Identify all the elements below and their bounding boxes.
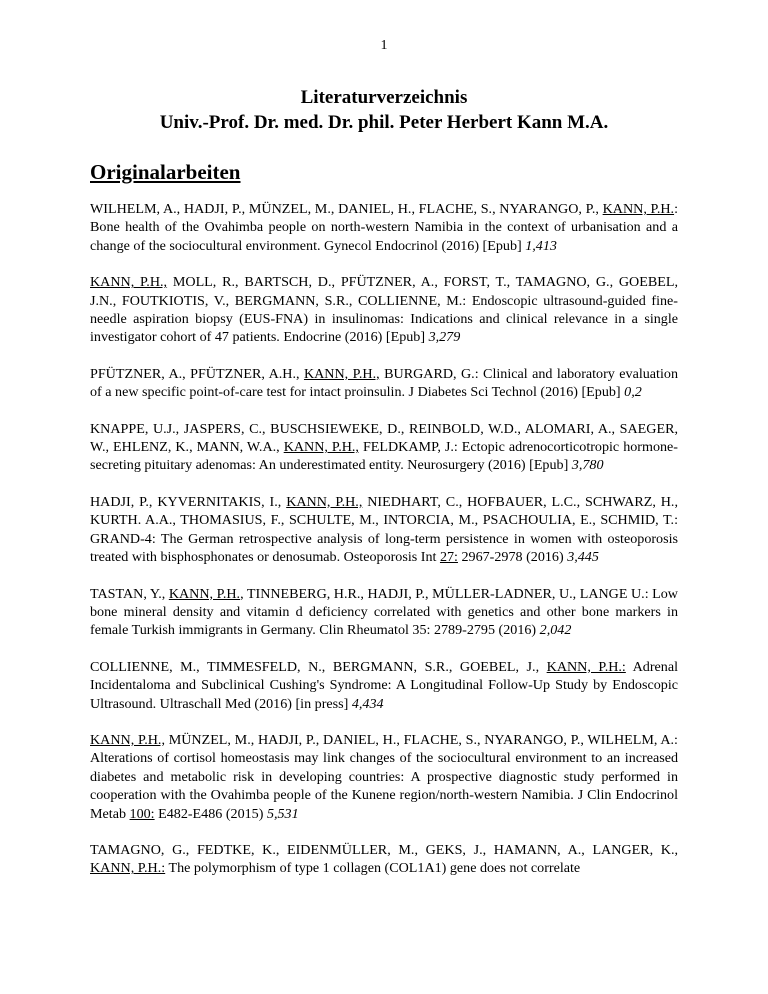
reference-entry: PFÜTZNER, A., PFÜTZNER, A.H., KANN, P.H., BURGARD, G.: Clinical and laboratory evaluation of a new specific point-of-care test for intact proinsulin. J Diabetes Sci Technol (2016) [Epub] 0,2 xyxy=(90,365,678,401)
volume-number: 27: xyxy=(439,549,458,566)
author-highlight: KANN, P.H., xyxy=(90,274,168,291)
reference-entry: HADJI, P., KYVERNITAKIS, I., KANN, P.H., NIEDHART, C., HOFBAUER, L.C., SCHWARZ, H., KURTH. A.A., THOMASIUS, F., SCHULTE, M., INTORCIA, M., PSACHOULIA, E., SCHMID, T.: GRAND-4: The German retrospective analysis of long-term persistence in women with osteoporosis treated with bisphosphonates or denosumab. Osteoporosis Int 27: 2967-2978 (2016) 3,445 xyxy=(90,493,678,566)
reference-entry: KANN, P.H., MOLL, R., BARTSCH, D., PFÜTZNER, A., FORST, T., TAMAGNO, G., GOEBEL, J.N., FOUTKIOTIS, V., BERGMANN, S.R., COLLIENNE, M.: Endoscopic ultrasound-guided fine-needle aspiration biopsy (EUS-FNA) in insulinomas: Indications and clinical relevance in a single investigator cohort of 47 patients. Endocrine (2016) [Epub] 3,279 xyxy=(90,274,678,346)
reference-entry: TAMAGNO, G., FEDTKE, K., EIDENMÜLLER, M., GEKS, J., HAMANN, A., LANGER, K., KANN, P.H.: The polymorphism of type 1 collagen (COL1A1) gene does not correlate xyxy=(90,841,678,877)
section-heading: Originalarbeiten xyxy=(90,160,241,184)
author-highlight: KANN, P.H., xyxy=(168,585,244,602)
author-highlight: KANN, P.H., xyxy=(303,365,380,382)
reference-list xyxy=(90,200,678,896)
author-highlight: KANN, P.H.: xyxy=(546,658,626,675)
title-line-1: Literaturverzeichnis xyxy=(300,87,468,108)
reference-entry: COLLIENNE, M., TIMMESFELD, N., BERGMANN, S.R., GOEBEL, J., KANN, P.H.: Adrenal Incidentaloma and Subclinical Cushing's Syndrome: A Longitudinal Follow-Up Study by Endoscopic Ultrasound. Ultraschall Med (2016) [in press] 4,434 xyxy=(90,658,678,712)
reference-entry: KANN, P.H., MÜNZEL, M., HADJI, P., DANIEL, H., FLACHE, S., NYARANGO, P., WILHELM, A.: Alterations of cortisol homeostasis may link changes of the sociocultural environment to an increased diabetes and metabolic risk in developing countries: A prospective diagnostic study performed in cooperation with the Ovahimba people of the Kunene region/north-western Namibia. J Clin Endocrinol Metab 100: E482-E486 (2015) 5,531 xyxy=(90,731,678,822)
reference-entry: WILHELM, A., HADJI, P., MÜNZEL, M., DANIEL, H., FLACHE, S., NYARANGO, P., KANN, P.H.: Bone health of the Ovahimba people on north-western Namibia in the context of urbanisation and a change of the sociocultural environment. Gynecol Endocrinol (2016) [Epub] 1,413 xyxy=(90,201,678,254)
impact-factor: 3,780 xyxy=(571,457,604,474)
author-highlight: KANN, P.H., xyxy=(90,731,165,748)
impact-factor: 4,434 xyxy=(351,695,384,712)
page-title xyxy=(0,85,768,135)
author-highlight: KANN, P.H., xyxy=(283,439,359,456)
author-highlight: KANN, P.H.: xyxy=(90,860,166,877)
title-line-2: Univ.-Prof. Dr. med. Dr. phil. Peter Herbert Kann M.A. xyxy=(159,112,609,133)
author-highlight: KANN, P.H., xyxy=(286,493,363,510)
impact-factor: 3,279 xyxy=(428,329,461,346)
page-number: 1 xyxy=(380,38,388,53)
impact-factor: 1,413 xyxy=(525,237,557,254)
impact-factor: 0,2 xyxy=(624,384,642,401)
reference-entry: KNAPPE, U.J., JASPERS, C., BUSCHSIEWEKE, D., REINBOLD, W.D., ALOMARI, A., SAEGER, W., EHLENZ, K., MANN, W.A., KANN, P.H., FELDKAMP, J.: Ectopic adrenocorticotropic hormone-secreting pituitary adenomas: An underestimated entity. Neurosurgery (2016) [Epub] 3,780 xyxy=(90,420,678,474)
volume-number: 100: xyxy=(129,805,155,822)
impact-factor: 3,445 xyxy=(567,549,599,566)
author-highlight: KANN, P.H. xyxy=(602,201,675,217)
impact-factor: 5,531 xyxy=(266,805,299,822)
impact-factor: 2,042 xyxy=(539,622,572,639)
reference-entry: TASTAN, Y., KANN, P.H., TINNEBERG, H.R., HADJI, P., MÜLLER-LADNER, U., LANGE U.: Low bone mineral density and vitamin d deficiency correlated with genetics and other bone markers in female Turkish immigrants in Germany. Clin Rheumatol 35: 2789-2795 (2016) 2,042 xyxy=(90,585,678,639)
